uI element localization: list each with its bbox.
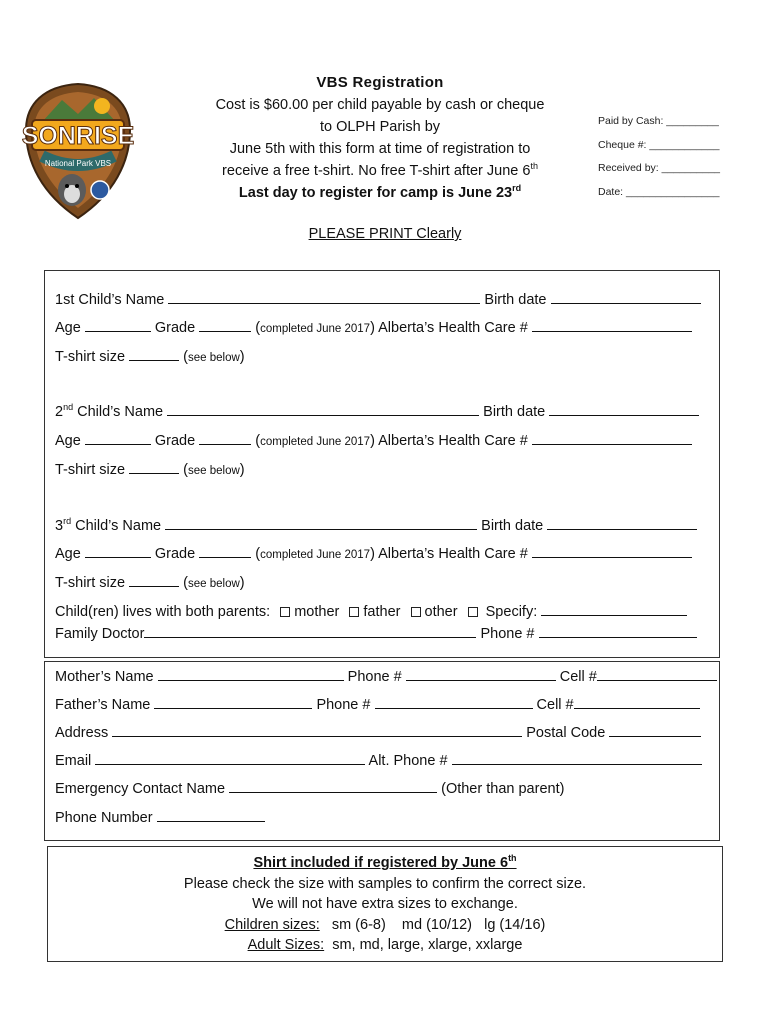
paid-by-cash-field[interactable]: Paid by Cash: _________ <box>598 115 719 127</box>
specify-checkbox[interactable] <box>468 607 478 617</box>
shirt-exchange-note: We will not have extra sizes to exchange. <box>252 896 518 912</box>
child-1-health-care-field[interactable] <box>532 318 692 332</box>
parent-contact-section <box>44 661 720 841</box>
specify-field[interactable] <box>541 602 687 616</box>
child-1-birth-date-field[interactable] <box>551 290 701 304</box>
parish-line: to OLPH Parish by <box>319 119 441 135</box>
father-phone-field[interactable] <box>375 695 533 709</box>
email-field[interactable] <box>95 751 365 765</box>
family-doctor-row: Family Doctor Phone # <box>55 624 697 642</box>
child-1-name-row: 1st Child’s Name Birth date <box>55 290 701 308</box>
cheque-number-field[interactable]: Cheque #: ____________ <box>598 138 720 151</box>
alt-phone-field[interactable] <box>452 751 702 765</box>
lives-with-row: Child(ren) lives with both parents: mother father other Specify: <box>55 602 687 620</box>
mother-cell-field[interactable] <box>597 667 717 681</box>
mother-name-field[interactable] <box>158 667 344 681</box>
registration-header <box>190 72 570 204</box>
child-2-name-row: 2nd Child’s Name Birth date <box>55 402 699 420</box>
child-2-age-field[interactable] <box>85 431 151 445</box>
child-1-tshirt-field[interactable] <box>129 347 179 361</box>
shirt-heading: Shirt included if registered by June 6th <box>253 853 517 871</box>
received-by-field[interactable]: Received by: __________ <box>598 162 721 174</box>
mother-phone-field[interactable] <box>406 667 556 681</box>
child-2-age-row: Age Grade (completed June 2017) Alberta’s Health Care # <box>55 431 692 449</box>
child-3-tshirt-field[interactable] <box>129 573 179 587</box>
child-3-grade-field[interactable] <box>199 544 251 558</box>
family-doctor-field[interactable] <box>144 624 476 638</box>
child-3-birth-date-field[interactable] <box>547 516 697 530</box>
child-3-health-care-field[interactable] <box>532 544 692 558</box>
address-field[interactable] <box>112 723 522 737</box>
logo-text: SONRISE <box>22 122 134 150</box>
emergency-phone-field[interactable] <box>157 808 265 822</box>
logo-subtitle: National Park VBS <box>44 159 112 168</box>
child-2-health-care-field[interactable] <box>532 431 692 445</box>
child-2-name-field[interactable] <box>167 402 479 416</box>
shirt-info-section <box>47 846 723 962</box>
children-sizes-row: Children sizes: sm (6-8) md (10/12) lg (14/16) <box>224 916 546 933</box>
office-use-block <box>598 110 720 204</box>
sonrise-logo <box>22 82 134 220</box>
children-section <box>44 270 720 658</box>
child-1-tshirt-row: T-shirt size (see below) <box>55 349 245 365</box>
father-checkbox[interactable] <box>349 607 359 617</box>
mother-checkbox[interactable] <box>280 607 290 617</box>
print-clearly-note: PLEASE PRINT Clearly <box>308 226 462 242</box>
emergency-row: Emergency Contact Name (Other than parent) <box>55 781 565 797</box>
child-2-grade-field[interactable] <box>199 431 251 445</box>
last-day-line: Last day to register for camp is June 23rd <box>238 183 522 201</box>
child-1-age-field[interactable] <box>85 318 151 332</box>
adult-sizes-row: Adult Sizes: sm, md, large, xlarge, xxlarge <box>247 937 523 953</box>
other-checkbox[interactable] <box>411 607 421 617</box>
cost-line: Cost is $60.00 per child payable by cash or cheque <box>215 97 545 113</box>
phone-number-row: Phone Number <box>55 808 265 826</box>
emergency-contact-field[interactable] <box>229 779 437 793</box>
shirt-check-note: Please check the size with samples to confirm the correct size. <box>183 875 587 892</box>
child-1-name-field[interactable] <box>168 290 480 304</box>
child-2-birth-date-field[interactable] <box>549 402 699 416</box>
child-3-tshirt-row: T-shirt size (see below) <box>55 575 245 591</box>
child-3-name-row: 3rd Child’s Name Birth date <box>55 516 697 534</box>
deadline-line: June 5th with this form at time of registration to <box>229 141 531 157</box>
child-3-age-row: Age Grade (completed June 2017) Alberta’s Health Care # <box>55 544 692 562</box>
child-1-grade-field[interactable] <box>199 318 251 332</box>
postal-code-field[interactable] <box>609 723 701 737</box>
father-row: Father’s Name Phone # Cell # <box>55 695 700 713</box>
date-field[interactable]: Date: ________________ <box>598 185 720 198</box>
tshirt-line: receive a free t-shirt. No free T-shirt after June 6th <box>222 161 538 179</box>
page-title: VBS Registration <box>316 74 444 91</box>
child-3-age-field[interactable] <box>85 544 151 558</box>
father-cell-field[interactable] <box>574 695 700 709</box>
child-3-name-field[interactable] <box>165 516 477 530</box>
family-doctor-phone-field[interactable] <box>539 624 697 638</box>
child-2-tshirt-row: T-shirt size (see below) <box>55 462 245 478</box>
address-row: Address Postal Code <box>55 723 701 741</box>
mother-row: Mother’s Name Phone # Cell # <box>55 667 717 685</box>
father-name-field[interactable] <box>154 695 312 709</box>
child-2-tshirt-field[interactable] <box>129 460 179 474</box>
child-1-age-row: Age Grade (completed June 2017) Alberta’s Health Care # <box>55 318 692 336</box>
email-row: Email Alt. Phone # <box>55 751 702 769</box>
